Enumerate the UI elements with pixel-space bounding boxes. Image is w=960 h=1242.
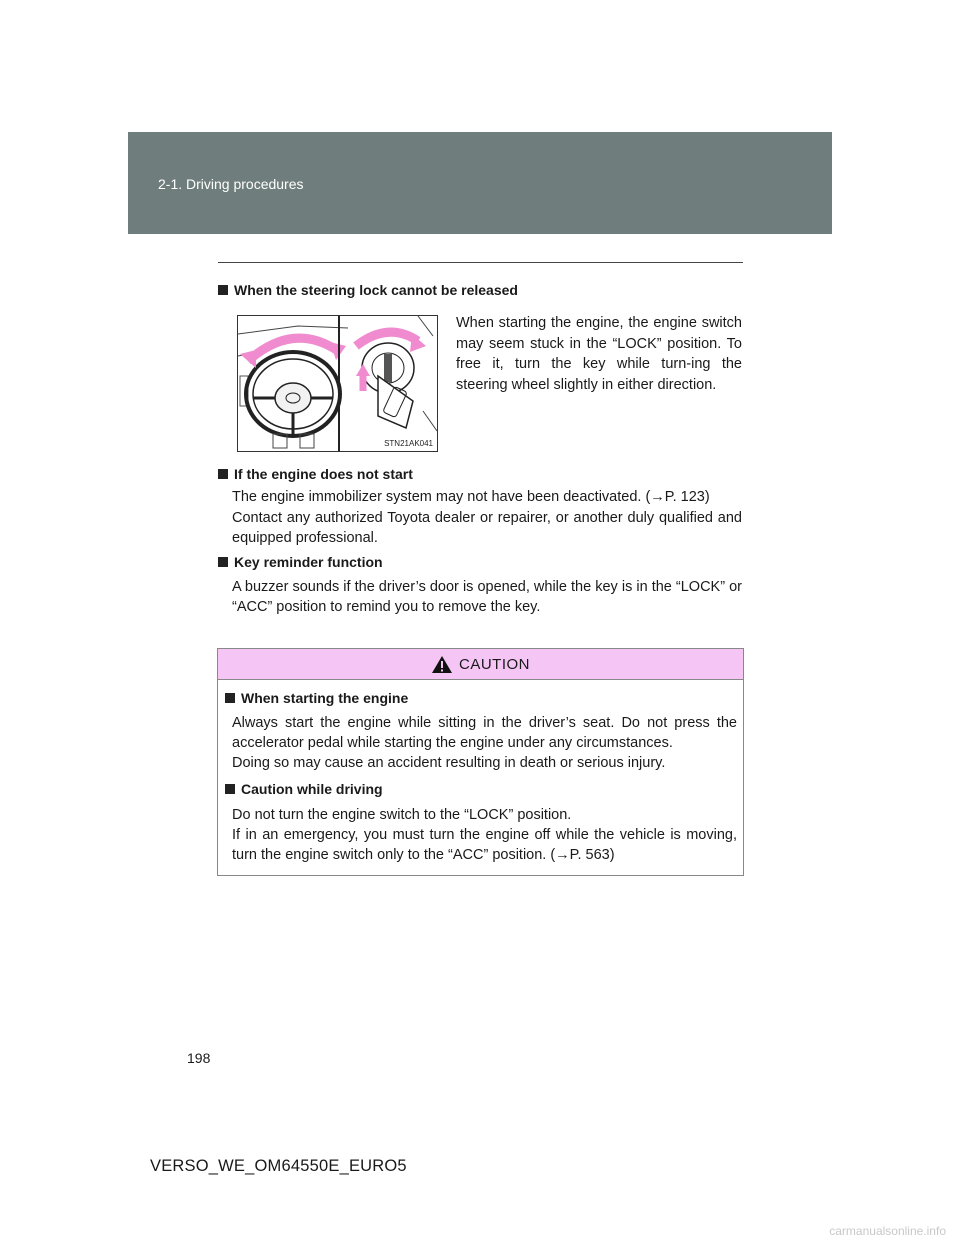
steering-key-drawing [238,316,437,451]
caution-header [218,649,743,680]
section-title: 2-1. Driving procedures [158,176,304,192]
steering-lock-text: When starting the engine, the engine switch may seem stuck in the “LOCK” position. To free it, turn the key while turn-ing the steering wheel slightly in either direction. [456,315,742,393]
bullet-square-icon [225,784,235,794]
caution-heading-starting-engine [225,690,408,706]
steering-key-illustration [237,315,438,452]
document-id: VERSO_WE_OM64550E_EURO5 [150,1157,407,1175]
engine-not-start-text-1: The engine immobilizer system may not have been deactivated. (→P. 123) [232,489,710,505]
key-reminder-text: A buzzer sounds if the driver’s door is opened, while the key is in the “LOCK” or “ACC” position to remind you to remove the key. [232,579,742,615]
caution-driving-text-2: If in an emergency, you must turn the engine off while the vehicle is moving, turn the engine switch only to the “ACC” position. (→P. 563) [232,827,737,863]
caution-starting-text-2: Doing so may cause an accident resulting in death or serious injury. [232,755,666,771]
header-band [128,132,832,234]
top-rule [218,262,743,263]
caution-heading-text: Caution while driving [241,781,383,797]
figure-code: STN21AK041 [384,439,433,448]
watermark[interactable]: carmanualsonline.info [829,1224,946,1238]
section-heading-key-reminder [218,554,383,570]
bullet-square-icon [218,285,228,295]
section-heading-text: If the engine does not start [234,466,413,482]
caution-heading-text: When starting the engine [241,690,409,706]
section-heading-steering-lock [218,282,518,298]
caution-title: CAUTION [459,655,530,673]
section-heading-engine-not-start [218,466,413,482]
bullet-square-icon [218,557,228,567]
section-heading-text: Key reminder function [234,554,383,570]
page-number: 198 [187,1050,211,1066]
section-heading-text: When the steering lock cannot be released [234,282,518,298]
caution-starting-text-1: Always start the engine while sitting in the driver’s seat. Do not press the accelerator pedal while starting the engine under any circumstances. [232,715,737,751]
caution-box [217,648,744,876]
engine-not-start-text-2: Contact any authorized Toyota dealer or repairer, or another duly qualified and equipped professional. [232,510,742,546]
bullet-square-icon [225,693,235,703]
warning-triangle-icon [431,655,453,674]
caution-heading-while-driving [225,781,383,797]
bullet-square-icon [218,469,228,479]
caution-driving-text-1: Do not turn the engine switch to the “LOCK” position. [232,807,572,823]
